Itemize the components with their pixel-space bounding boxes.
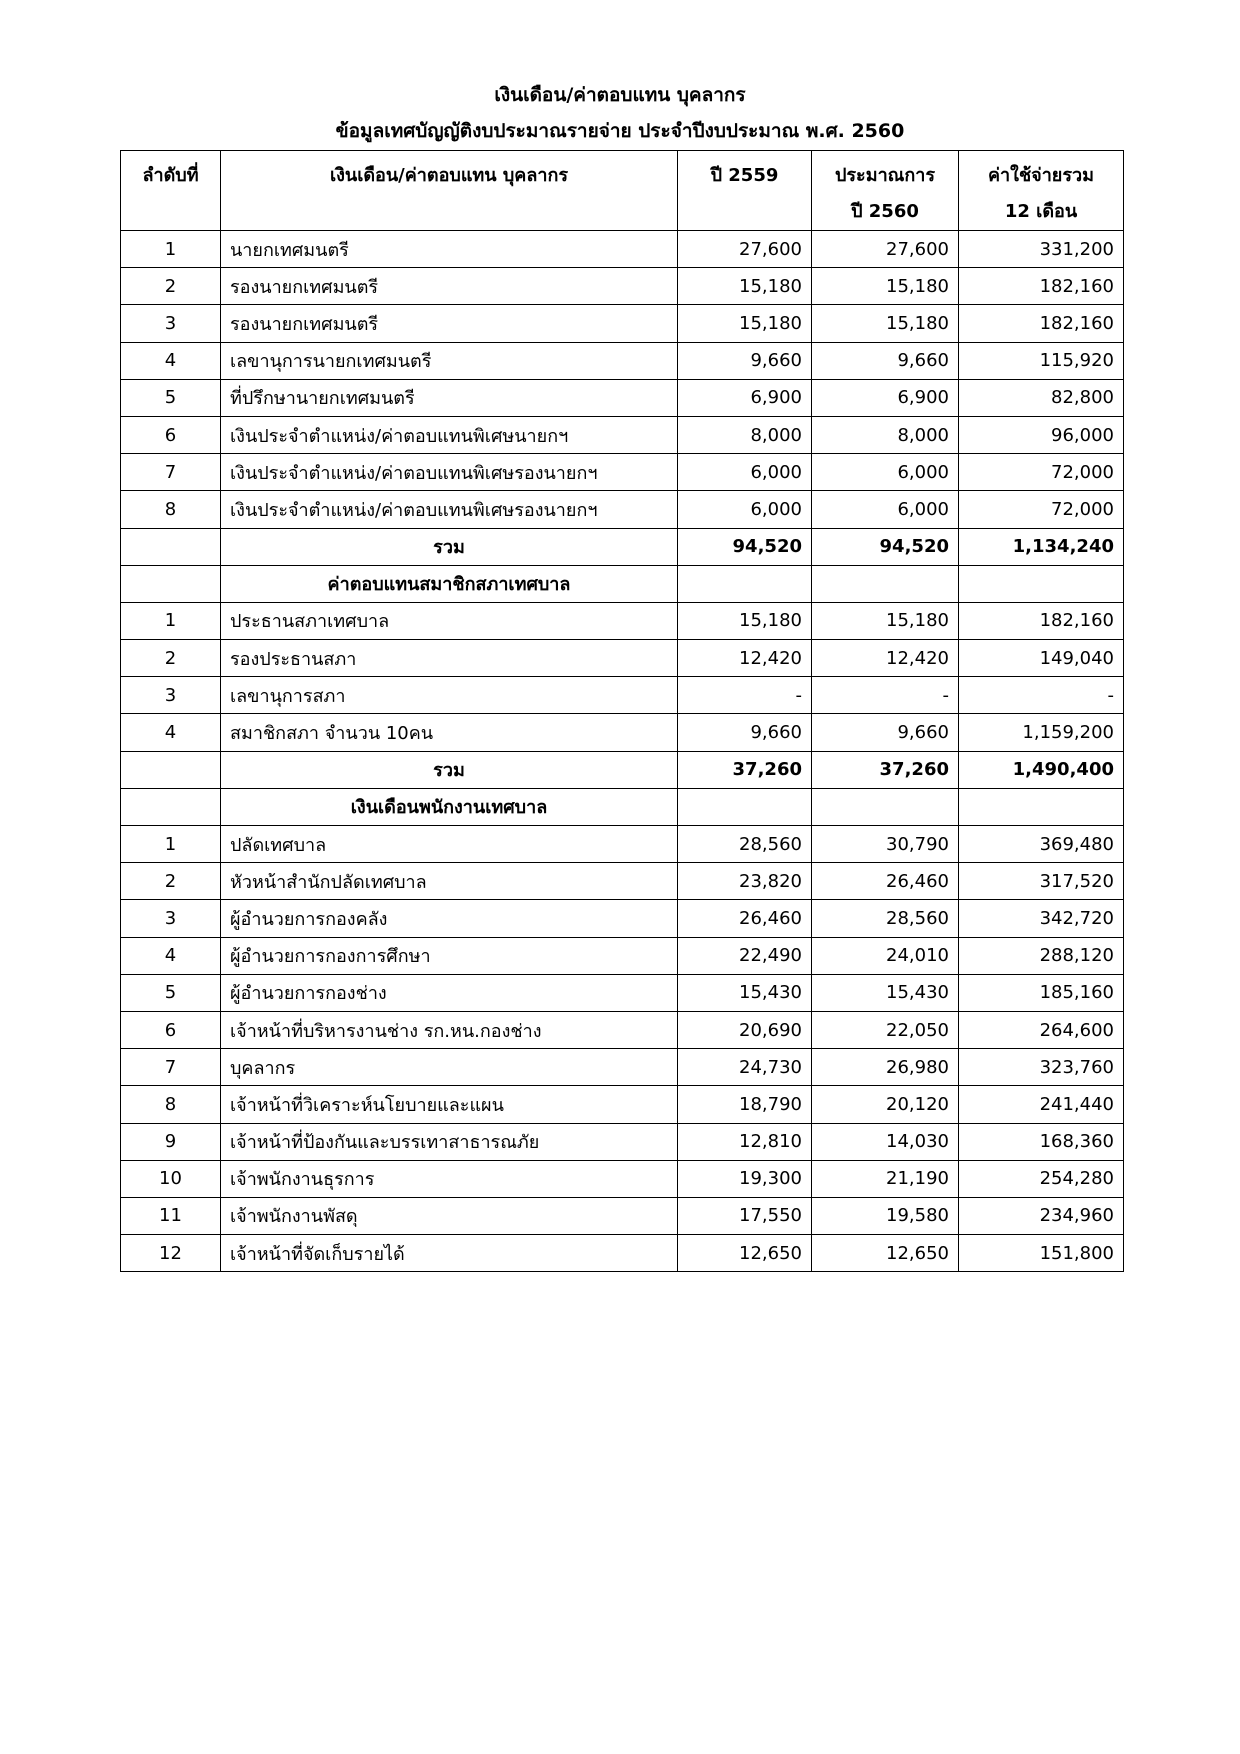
cell-total: 96,000 bbox=[959, 416, 1124, 453]
cell-total: 254,280 bbox=[959, 1160, 1124, 1197]
table-row bbox=[121, 677, 1124, 714]
table-body bbox=[121, 231, 1124, 1272]
table-row bbox=[121, 416, 1124, 453]
cell-y2560: 15,180 bbox=[812, 602, 959, 639]
cell-no: 3 bbox=[121, 900, 221, 937]
cell-y2560: 12,420 bbox=[812, 640, 959, 677]
cell-no: 1 bbox=[121, 231, 221, 268]
cell-name: นายกเทศมนตรี bbox=[221, 231, 678, 268]
cell-total: 82,800 bbox=[959, 379, 1124, 416]
table-row bbox=[121, 1160, 1124, 1197]
cell-y2560: 6,000 bbox=[812, 454, 959, 491]
cell-y2559: 6,000 bbox=[678, 454, 812, 491]
cell-no: 1 bbox=[121, 826, 221, 863]
cell-y2560: 15,180 bbox=[812, 305, 959, 342]
cell-total: 264,600 bbox=[959, 1011, 1124, 1048]
cell-total: 168,360 bbox=[959, 1123, 1124, 1160]
cell-name: ผู้อำนวยการกองการศึกษา bbox=[221, 937, 678, 974]
cell-total: 241,440 bbox=[959, 1086, 1124, 1123]
cell-no: 11 bbox=[121, 1197, 221, 1234]
header-y2559: ปี 2559 bbox=[678, 151, 812, 231]
table-row bbox=[121, 1011, 1124, 1048]
cell-y2559: 15,180 bbox=[678, 268, 812, 305]
table-row bbox=[121, 826, 1124, 863]
cell-total: 331,200 bbox=[959, 231, 1124, 268]
cell-y2560: 21,190 bbox=[812, 1160, 959, 1197]
cell-no: 8 bbox=[121, 1086, 221, 1123]
cell-total: 182,160 bbox=[959, 602, 1124, 639]
cell-y2560: 8,000 bbox=[812, 416, 959, 453]
cell-no: 5 bbox=[121, 974, 221, 1011]
cell-name: รองประธานสภา bbox=[221, 640, 678, 677]
cell-no bbox=[121, 751, 221, 788]
cell-no: 7 bbox=[121, 454, 221, 491]
cell-name: ปลัดเทศบาล bbox=[221, 826, 678, 863]
cell-total: 1,134,240 bbox=[959, 528, 1124, 565]
cell-name: เจ้าหน้าที่วิเคราะห์นโยบายและแผน bbox=[221, 1086, 678, 1123]
cell-y2559: 37,260 bbox=[678, 751, 812, 788]
table-row bbox=[121, 974, 1124, 1011]
cell-y2559: 6,900 bbox=[678, 379, 812, 416]
cell-y2560: 12,650 bbox=[812, 1235, 959, 1272]
cell-no: 3 bbox=[121, 677, 221, 714]
cell-name: เงินประจำตำแหน่ง/ค่าตอบแทนพิเศษรองนายกฯ bbox=[221, 454, 678, 491]
cell-y2559: 94,520 bbox=[678, 528, 812, 565]
cell-no: 4 bbox=[121, 342, 221, 379]
table-row bbox=[121, 937, 1124, 974]
cell-y2560: 6,000 bbox=[812, 491, 959, 528]
cell-y2560: 27,600 bbox=[812, 231, 959, 268]
cell-no: 3 bbox=[121, 305, 221, 342]
section-row bbox=[121, 565, 1124, 602]
cell-total: 1,490,400 bbox=[959, 751, 1124, 788]
cell-y2560: 94,520 bbox=[812, 528, 959, 565]
cell-y2559: - bbox=[678, 677, 812, 714]
cell-total: 151,800 bbox=[959, 1235, 1124, 1272]
cell-total: 182,160 bbox=[959, 268, 1124, 305]
cell-y2560: 24,010 bbox=[812, 937, 959, 974]
cell-no bbox=[121, 788, 221, 825]
table-row bbox=[121, 602, 1124, 639]
header-row bbox=[121, 151, 1124, 231]
cell-y2559: 28,560 bbox=[678, 826, 812, 863]
cell-total: 369,480 bbox=[959, 826, 1124, 863]
salary-budget-table bbox=[120, 150, 1124, 1272]
cell-no bbox=[121, 528, 221, 565]
table-row bbox=[121, 900, 1124, 937]
cell-no: 4 bbox=[121, 937, 221, 974]
cell-name: รวม bbox=[221, 528, 678, 565]
cell-no bbox=[121, 565, 221, 602]
total-row bbox=[121, 528, 1124, 565]
cell-name: สมาชิกสภา จำนวน 10คน bbox=[221, 714, 678, 751]
cell-name: เจ้าหน้าที่บริหารงานช่าง รก.หน.กองช่าง bbox=[221, 1011, 678, 1048]
cell-total: 185,160 bbox=[959, 974, 1124, 1011]
cell-name: หัวหน้าสำนักปลัดเทศบาล bbox=[221, 863, 678, 900]
cell-y2559: 24,730 bbox=[678, 1049, 812, 1086]
table-row bbox=[121, 268, 1124, 305]
cell-name: ผู้อำนวยการกองช่าง bbox=[221, 974, 678, 1011]
cell-y2560: 19,580 bbox=[812, 1197, 959, 1234]
table-row bbox=[121, 305, 1124, 342]
table-row bbox=[121, 1049, 1124, 1086]
cell-y2559: 17,550 bbox=[678, 1197, 812, 1234]
cell-total: 182,160 bbox=[959, 305, 1124, 342]
cell-y2559: 15,180 bbox=[678, 602, 812, 639]
cell-y2559: 22,490 bbox=[678, 937, 812, 974]
table-row bbox=[121, 231, 1124, 268]
cell-y2559: 9,660 bbox=[678, 714, 812, 751]
cell-no: 2 bbox=[121, 863, 221, 900]
cell-name: รองนายกเทศมนตรี bbox=[221, 268, 678, 305]
table-row bbox=[121, 863, 1124, 900]
cell-y2560: - bbox=[812, 677, 959, 714]
table-row bbox=[121, 1086, 1124, 1123]
cell-no: 1 bbox=[121, 602, 221, 639]
cell-y2559: 15,180 bbox=[678, 305, 812, 342]
cell-y2560: 6,900 bbox=[812, 379, 959, 416]
cell-y2559: 12,650 bbox=[678, 1235, 812, 1272]
cell-name: ประธานสภาเทศบาล bbox=[221, 602, 678, 639]
cell-name: เจ้าหน้าที่จัดเก็บรายได้ bbox=[221, 1235, 678, 1272]
cell-no: 5 bbox=[121, 379, 221, 416]
table-header bbox=[121, 151, 1124, 231]
cell-y2560: 26,460 bbox=[812, 863, 959, 900]
cell-name: เงินประจำตำแหน่ง/ค่าตอบแทนพิเศษนายกฯ bbox=[221, 416, 678, 453]
cell-name: เงินประจำตำแหน่ง/ค่าตอบแทนพิเศษรองนายกฯ bbox=[221, 491, 678, 528]
cell-y2559: 18,790 bbox=[678, 1086, 812, 1123]
cell-y2560: 28,560 bbox=[812, 900, 959, 937]
cell-name: ผู้อำนวยการกองคลัง bbox=[221, 900, 678, 937]
cell-y2560: 20,120 bbox=[812, 1086, 959, 1123]
cell-no: 12 bbox=[121, 1235, 221, 1272]
document-title: เงินเดือน/ค่าตอบแทน บุคลากร bbox=[494, 84, 746, 106]
header-total-12-months: ค่าใช้จ่ายรวม 12 เดือน bbox=[959, 151, 1124, 231]
table-row bbox=[121, 342, 1124, 379]
cell-y2559: 20,690 bbox=[678, 1011, 812, 1048]
cell-y2560: 9,660 bbox=[812, 714, 959, 751]
cell-y2559: 12,810 bbox=[678, 1123, 812, 1160]
cell-name: เลขานุการนายกเทศมนตรี bbox=[221, 342, 678, 379]
cell-total: 115,920 bbox=[959, 342, 1124, 379]
cell-no: 10 bbox=[121, 1160, 221, 1197]
cell-y2560: 30,790 bbox=[812, 826, 959, 863]
cell-y2559: 15,430 bbox=[678, 974, 812, 1011]
total-row bbox=[121, 751, 1124, 788]
cell-y2560 bbox=[812, 565, 959, 602]
cell-total: 72,000 bbox=[959, 454, 1124, 491]
cell-y2560: 9,660 bbox=[812, 342, 959, 379]
cell-name: รวม bbox=[221, 751, 678, 788]
cell-y2559: 27,600 bbox=[678, 231, 812, 268]
cell-name: เจ้าหน้าที่ป้องกันและบรรเทาสาธารณภัย bbox=[221, 1123, 678, 1160]
cell-y2559: 26,460 bbox=[678, 900, 812, 937]
cell-total: 234,960 bbox=[959, 1197, 1124, 1234]
cell-no: 2 bbox=[121, 268, 221, 305]
table-row bbox=[121, 714, 1124, 751]
cell-name: เจ้าพนักงานธุรการ bbox=[221, 1160, 678, 1197]
cell-y2559: 19,300 bbox=[678, 1160, 812, 1197]
cell-y2560: 15,180 bbox=[812, 268, 959, 305]
cell-no: 8 bbox=[121, 491, 221, 528]
header-estimate-2560: ประมาณการ ปี 2560 bbox=[812, 151, 959, 231]
cell-y2559: 9,660 bbox=[678, 342, 812, 379]
cell-no: 2 bbox=[121, 640, 221, 677]
cell-total: - bbox=[959, 677, 1124, 714]
header-no: ลำดับที่ bbox=[121, 151, 221, 231]
cell-name: เจ้าพนักงานพัสดุ bbox=[221, 1197, 678, 1234]
table-row bbox=[121, 640, 1124, 677]
cell-total bbox=[959, 788, 1124, 825]
cell-no: 6 bbox=[121, 416, 221, 453]
cell-total: 288,120 bbox=[959, 937, 1124, 974]
section-row bbox=[121, 788, 1124, 825]
cell-y2559: 23,820 bbox=[678, 863, 812, 900]
cell-y2560: 37,260 bbox=[812, 751, 959, 788]
table-row bbox=[121, 454, 1124, 491]
cell-total bbox=[959, 565, 1124, 602]
header-name: เงินเดือน/ค่าตอบแทน บุคลากร bbox=[221, 151, 678, 231]
cell-name: บุคลากร bbox=[221, 1049, 678, 1086]
cell-y2560: 15,430 bbox=[812, 974, 959, 1011]
cell-y2560: 26,980 bbox=[812, 1049, 959, 1086]
cell-no: 6 bbox=[121, 1011, 221, 1048]
cell-name: เงินเดือนพนักงานเทศบาล bbox=[221, 788, 678, 825]
cell-y2559: 6,000 bbox=[678, 491, 812, 528]
table-row bbox=[121, 491, 1124, 528]
cell-y2559 bbox=[678, 788, 812, 825]
cell-no: 7 bbox=[121, 1049, 221, 1086]
cell-no: 9 bbox=[121, 1123, 221, 1160]
table-row bbox=[121, 1123, 1124, 1160]
cell-name: เลขานุการสภา bbox=[221, 677, 678, 714]
cell-y2560 bbox=[812, 788, 959, 825]
cell-y2560: 22,050 bbox=[812, 1011, 959, 1048]
cell-total: 149,040 bbox=[959, 640, 1124, 677]
cell-total: 1,159,200 bbox=[959, 714, 1124, 751]
cell-name: ค่าตอบแทนสมาชิกสภาเทศบาล bbox=[221, 565, 678, 602]
table-row bbox=[121, 1235, 1124, 1272]
table-row bbox=[121, 1197, 1124, 1234]
cell-total: 317,520 bbox=[959, 863, 1124, 900]
cell-name: รองนายกเทศมนตรี bbox=[221, 305, 678, 342]
cell-y2560: 14,030 bbox=[812, 1123, 959, 1160]
cell-y2559: 8,000 bbox=[678, 416, 812, 453]
cell-y2559 bbox=[678, 565, 812, 602]
cell-total: 72,000 bbox=[959, 491, 1124, 528]
document-subtitle: ข้อมูลเทศบัญญัติงบประมาณรายจ่าย ประจำปีงบประมาณ พ.ศ. 2560 bbox=[335, 120, 905, 142]
cell-no: 4 bbox=[121, 714, 221, 751]
cell-total: 342,720 bbox=[959, 900, 1124, 937]
cell-total: 323,760 bbox=[959, 1049, 1124, 1086]
cell-y2559: 12,420 bbox=[678, 640, 812, 677]
cell-name: ที่ปรึกษานายกเทศมนตรี bbox=[221, 379, 678, 416]
table-row bbox=[121, 379, 1124, 416]
